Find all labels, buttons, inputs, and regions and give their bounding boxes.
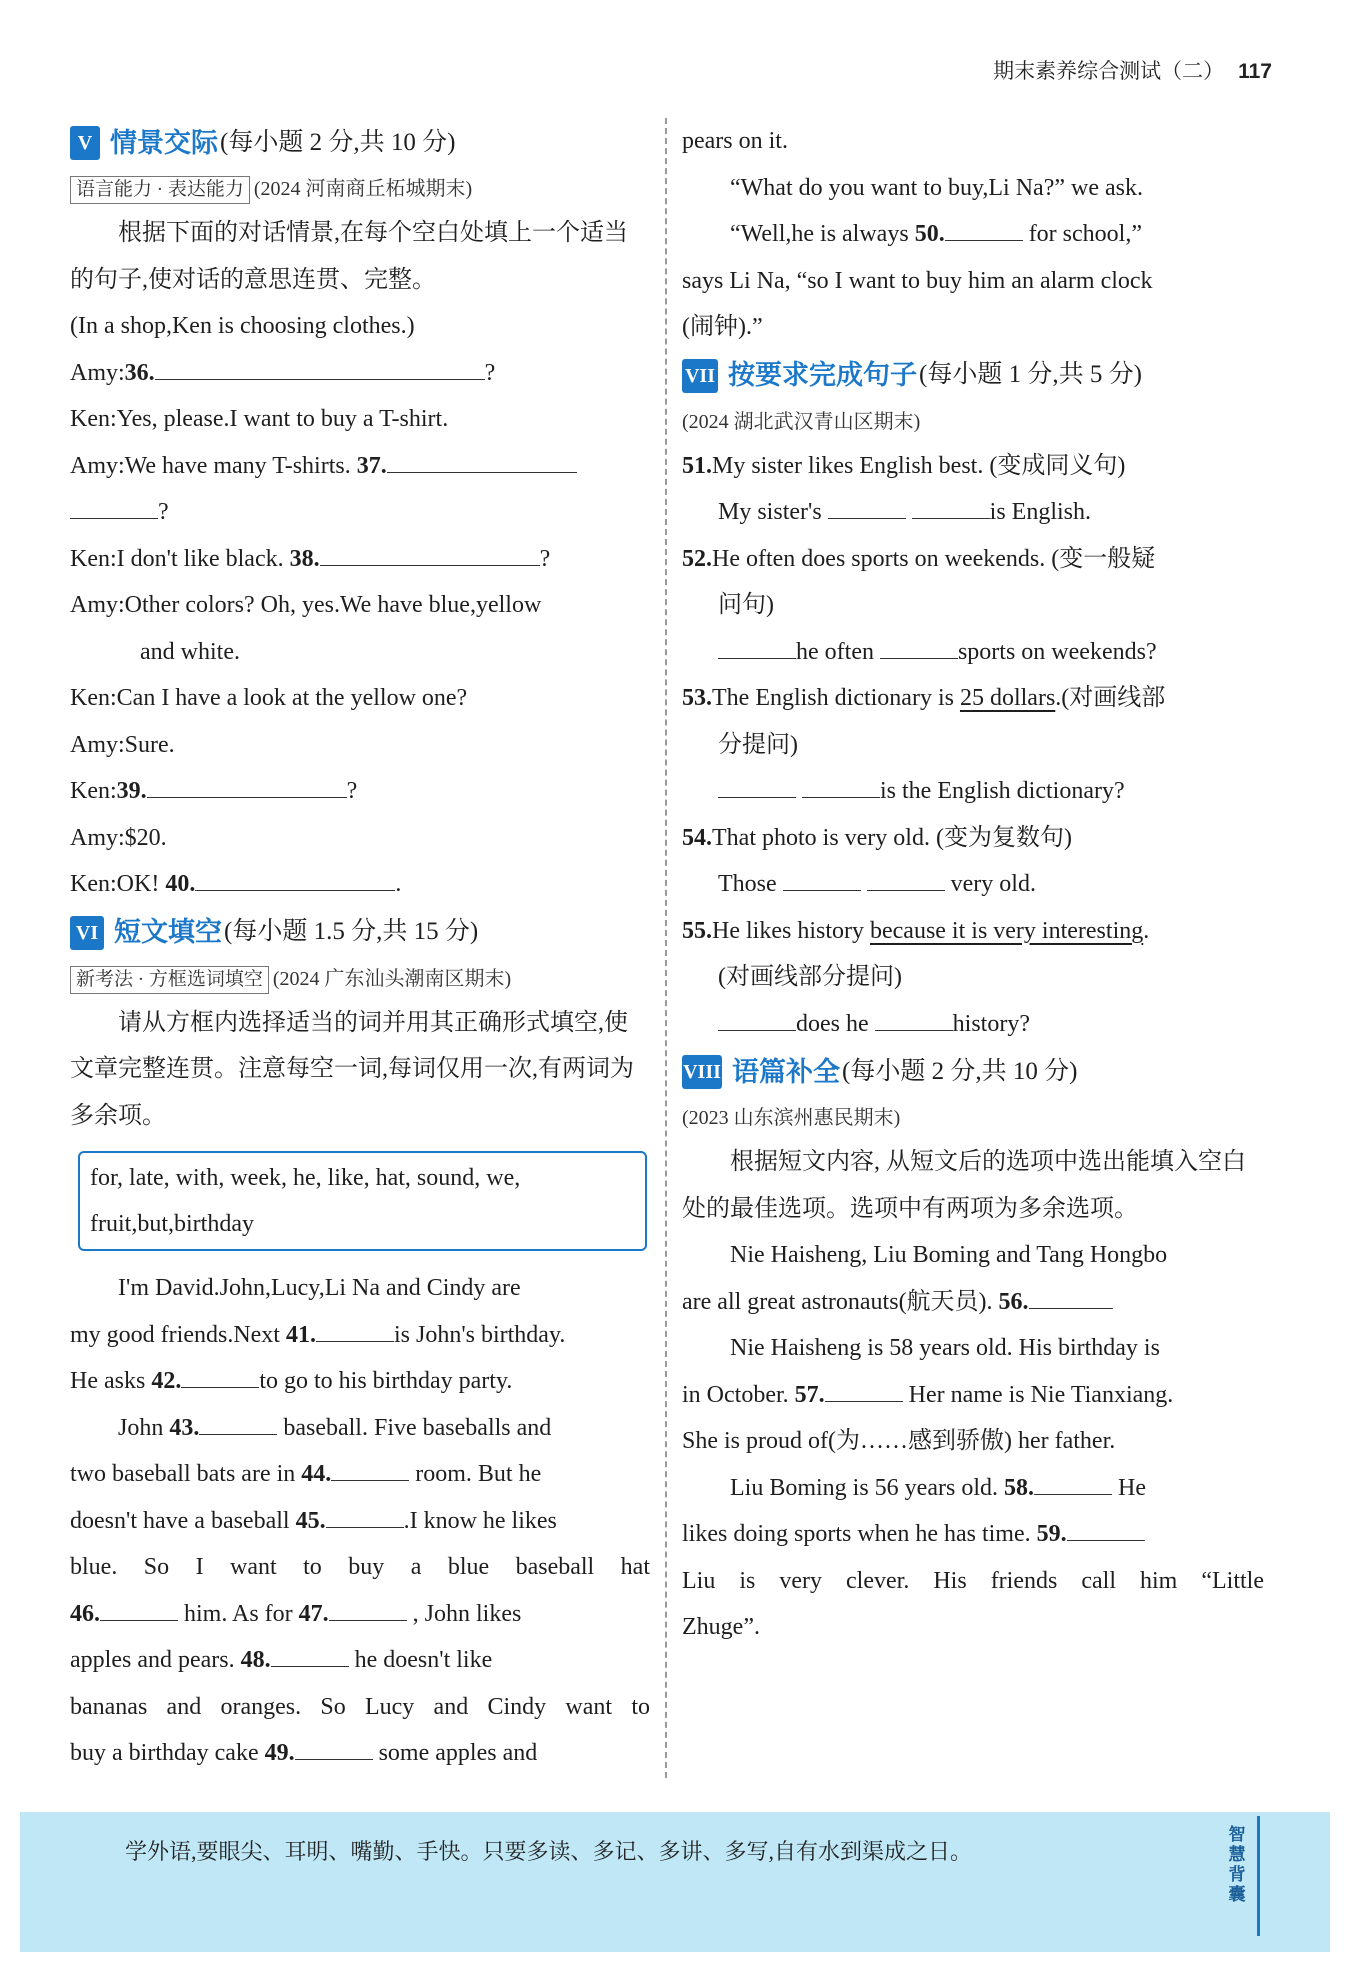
passage-line-49: buy a birthday cake 49. some apples and [70,1730,650,1777]
page-header [993,55,1272,85]
question-55-cont: (对画线部分提问) [718,964,902,990]
source: (2024 湖北武汉青山区期末) [682,410,921,433]
dialog-line-amy3: Amy:Other colors? Oh, yes.We have blue,yellow [70,592,542,618]
section-v-heading [70,118,650,168]
blank-36[interactable] [155,357,485,380]
blank-45[interactable] [326,1505,404,1528]
answer-52: he often sports on weekends? [682,629,1264,676]
blank-43[interactable] [199,1412,277,1435]
passage-line-56: are all great astronauts(航天员). 56. [682,1279,1264,1326]
instruction: 请从方框内选择适当的词并用其正确形式填空,使文章完整连贯。注意每空一词,每词仅用一次,有两词为多余项。 [70,1009,634,1129]
answer-51: My sister's is English. [682,489,1264,536]
blank-47[interactable] [329,1598,407,1621]
question-53: 53.The English dictionary is 25 dollars.(对画线部 [682,685,1166,711]
section-badge: V [70,126,100,160]
blank-48[interactable] [271,1644,349,1667]
section-title: 短文填空 [114,917,222,948]
blank-44[interactable] [331,1458,409,1481]
footer-bar [1257,1816,1260,1936]
blank-51a[interactable] [828,496,906,519]
answer-53: is the English dictionary? [682,768,1264,815]
blank-41[interactable] [316,1319,394,1342]
answer-54: Those very old. [682,861,1264,908]
blank-37[interactable] [387,450,577,473]
passage-line: Nie Haisheng is 58 years old. His birthday is [730,1335,1160,1361]
dialog-line-ken3: Ken:Can I have a look at the yellow one? [70,685,468,711]
section-title: 情景交际 [110,127,218,158]
passage-line-42: He asks 42. to go to his birthday party. [70,1358,650,1405]
underlined-part: 25 dollars [959,685,1056,711]
right-column [682,118,1264,1651]
blank-58[interactable] [1034,1472,1112,1495]
blank-50[interactable] [945,218,1023,241]
passage-line-50: “Well,he is always 50. for school,” [682,211,1264,258]
section-title: 按要求完成句子 [728,360,917,391]
source: (2023 山东滨州惠民期末) [682,1107,901,1129]
section-vii-heading [682,351,1264,401]
passage-line-48: apples and pears. 48. he doesn't like [70,1637,650,1684]
passage-line: Nie Haisheng, Liu Boming and Tang Hongbo [730,1242,1168,1268]
section-badge: VII [682,359,718,393]
instruction: 根据短文内容, 从短文后的选项中选出能填入空白处的最佳选项。选项中有两项为多余选项。 [682,1149,1246,1222]
blank-37-cont[interactable] [70,496,158,519]
passage-line: Liu is very clever. His friends call him “Little [682,1567,1264,1594]
passage-line-43: John 43. baseball. Five baseballs and [70,1405,650,1452]
blank-53b[interactable] [802,775,880,798]
passage-line-46-47: 46. him. As for 47. , John likes [70,1591,650,1638]
blank-51b[interactable] [912,496,990,519]
blank-57[interactable] [825,1379,903,1402]
question-52-cont: 问句) [718,592,774,618]
question-53-cont: 分提问) [718,731,798,758]
dialog-line-39: Ken:39. ? [70,768,650,815]
word-list-1: for, late, with, week, he, like, hat, sound, we, [90,1165,521,1191]
question-52: 52.He often does sports on weekends. (变一般疑 [682,545,1156,572]
skill-tag: 语言能力 · 表达能力 [70,176,250,204]
footer-side-label: 智慧背囊 [1228,1825,1246,1904]
question-55: 55.He likes history because it is very interesting. [682,917,1150,944]
question-54: 54.That photo is very old. (变为复数句) [682,824,1072,851]
passage-line: I'm David.John,Lucy,Li Na and Cindy are [118,1275,521,1301]
word-list-2: fruit,but,birthday [90,1211,254,1237]
page-number: 117 [1238,60,1272,83]
section-score: (每小题 1 分,共 5 分) [919,361,1142,389]
passage-line-57: in October. 57. Her name is Nie Tianxiang. [682,1372,1264,1419]
blank-42[interactable] [181,1365,259,1388]
section-viii-heading [682,1047,1264,1097]
blank-59[interactable] [1067,1518,1145,1541]
blank-39[interactable] [147,775,347,798]
dialog-line-37: Amy:We have many T-shirts. 37. [70,443,650,490]
blank-40[interactable] [195,868,395,891]
blank-52a[interactable] [718,636,796,659]
blank-54b[interactable] [867,868,945,891]
section-vi-heading [70,908,650,958]
underlined-part: because it is very interesting [869,917,1144,944]
source: (2024 广东汕头潮南区期末) [272,967,512,990]
left-column [70,118,650,1777]
blank-49[interactable] [295,1737,373,1760]
passage-line-59: likes doing sports when he has time. 59. [682,1511,1264,1558]
question-51: 51.My sister likes English best. (变成同义句) [682,452,1126,479]
word-box [78,1151,647,1251]
section-score: (每小题 2 分,共 10 分) [220,128,456,156]
blank-55b[interactable] [875,1008,953,1031]
footer-quote: 学外语,要眼尖、耳明、嘴勤、手快。只要多读、多记、多讲、多写,自有水到渠成之日。 [125,1839,973,1864]
dialog-line-amy3-cont: and white. [140,638,240,665]
section-score: (每小题 1.5 分,共 15 分) [224,918,479,946]
blank-46[interactable] [100,1598,178,1621]
passage-line-41: my good friends.Next 41. is John's birthday. [70,1312,650,1359]
source-line [70,958,650,1000]
passage-line: pears on it. [682,128,788,154]
scene: (In a shop,Ken is choosing clothes.) [70,313,415,339]
dialog-line-amy4: Amy:Sure. [70,731,175,758]
blank-56[interactable] [1029,1286,1113,1309]
blank-53a[interactable] [718,775,796,798]
section-score: (每小题 2 分,共 10 分) [842,1057,1078,1085]
blank-55a[interactable] [718,1008,796,1031]
section-badge: VIII [682,1055,722,1089]
source: (2024 河南商丘柘城期末) [253,178,473,200]
dialog-line-ken1: Ken:Yes, please.I want to buy a T-shirt. [70,406,449,432]
source-line [70,168,650,210]
passage-line: She is proud of(为……感到骄傲) her father. [682,1428,1116,1454]
passage-line: “What do you want to buy,Li Na?” we ask. [730,174,1143,201]
column-divider [665,118,667,1778]
dialog-line-36: Amy:36. ? [70,350,650,397]
blank-54a[interactable] [783,868,861,891]
blank-38[interactable] [320,543,540,566]
skill-tag: 新考法 · 方框选词填空 [70,966,269,994]
dialog-line-38: Ken:I don't like black. 38. ? [70,536,650,583]
passage-line: says Li Na, “so I want to buy him an alarm clock [682,267,1153,294]
passage-line-45: doesn't have a baseball 45. .I know he likes [70,1498,650,1545]
passage-line-58: Liu Boming is 56 years old. 58. He [682,1465,1264,1512]
passage-line-44: two baseball bats are in 44. room. But he [70,1451,650,1498]
instruction: 根据下面的对话情景,在每个空白处填上一个适当的句子,使对话的意思连贯、完整。 [70,220,628,293]
passage-line: bananas and oranges. So Lucy and Cindy want to [70,1693,650,1720]
dialog-line-amy5: Amy:$20. [70,824,167,851]
dialog-line-40: Ken:OK! 40. . [70,861,650,908]
section-badge: VI [70,916,104,950]
dialog-line-37-cont: ? [70,489,650,536]
answer-55: does he history? [682,1001,1264,1048]
footer-band [20,1812,1330,1952]
section-title: 语篇补全 [732,1056,840,1087]
passage-line: blue. So I want to buy a blue baseball hat [70,1554,650,1580]
header-title: 期末素养综合测试（二） [993,60,1225,83]
passage-line: (闹钟).” [682,314,763,340]
passage-line: Zhuge”. [682,1614,760,1640]
blank-52b[interactable] [880,636,958,659]
